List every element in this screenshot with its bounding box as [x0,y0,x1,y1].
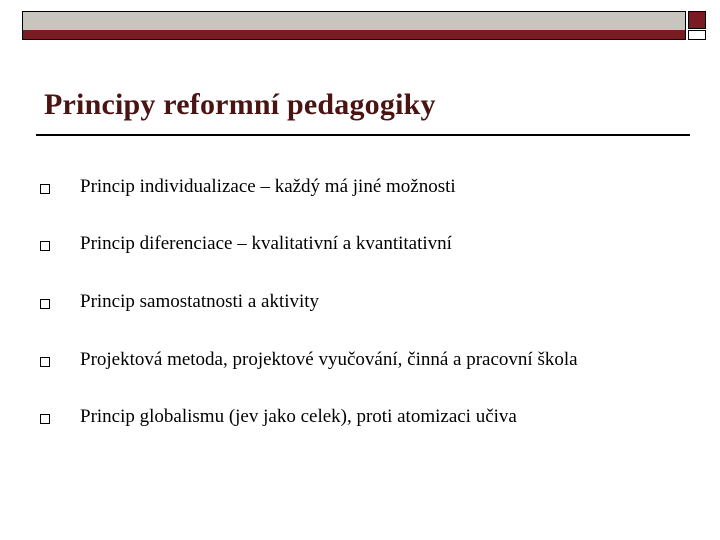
header-band [22,11,686,40]
bullet-item [0,174,700,204]
square-bullet-icon [40,357,50,367]
square-bullet-icon [40,184,50,194]
bullet-text: Princip samostatnosti a aktivity [80,291,320,312]
slide-title: Principy reformní pedagogiky [44,88,436,121]
square-bullet-icon [40,414,50,424]
bullet-text: Princip individualizace – každý má jiné možnosti [80,176,456,197]
bullet-item [0,289,700,319]
corner-square-white [688,30,706,40]
corner-square-red [688,11,706,29]
title-divider [36,134,690,136]
bullet-item [0,231,700,261]
bullet-text: Projektová metoda, projektové vyučování, činná a pracovní škola [80,349,578,370]
square-bullet-icon [40,299,50,309]
bullet-item [0,347,700,377]
bullet-text: Princip diferenciace – kvalitativní a kvantitativní [80,233,452,254]
bullet-item [0,404,700,434]
square-bullet-icon [40,241,50,251]
header-band-gray [23,12,685,31]
bullet-text: Princip globalismu (jev jako celek), proti atomizaci učiva [80,406,517,427]
header-band-red [23,30,685,39]
